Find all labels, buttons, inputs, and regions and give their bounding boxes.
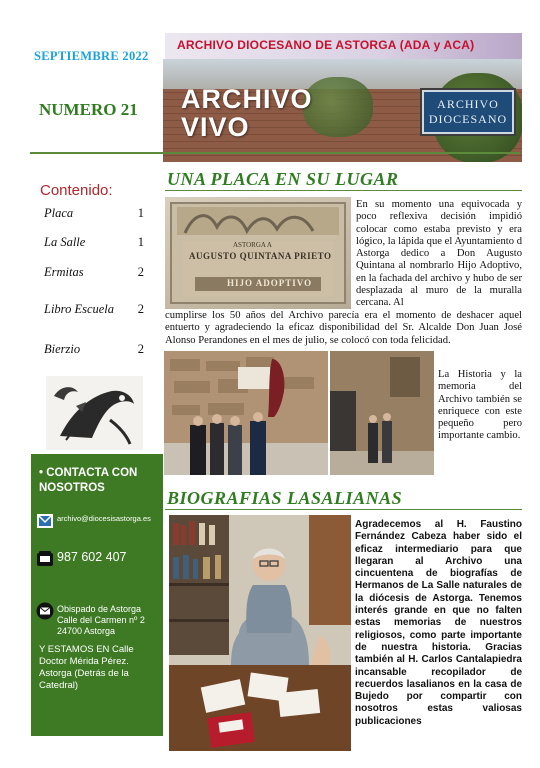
- org-title: ARCHIVO DIOCESANO DE ASTORGA (ADA y ACA): [177, 38, 475, 52]
- article1-paragraph-2: cumplirse los 50 años del Archivo parecía era el momento de deshacer aquel entuerto y agradeciendo la eficaz disponibilidad del Sr. Alcalde Don Juan José Alonso Perandones en el mes de julio, se colocó con toda felicidad.: [165, 310, 522, 346]
- toc-item[interactable]: [44, 342, 144, 360]
- toc-item[interactable]: [44, 235, 144, 253]
- article2-body: Agradecemos al H. Faustino Fernández Cabeza haber sido el eficaz intermediario para que llegaran al Archivo una cincuentena de biografías de Hermanos de La Salle naturales de la diócesis de Astorga. Tenemos interés grande en que no falten estas memorias de nuestros religiosos, como parte importante de nuestra historia. Gracias también al H. Carlos Cantalapiedra incansable recopilador de recuerdos lasalianos en la casa de Bujedo por compartir con nosotros estas valiosas publicaciones: [355, 519, 522, 727]
- biographies-photo: [169, 515, 351, 751]
- toc-item-page: 2: [137, 342, 144, 356]
- contact-phone[interactable]: 987 602 407: [57, 550, 127, 564]
- archive-sign: [422, 90, 514, 134]
- masthead-line-1: ARCHIVO: [181, 84, 313, 114]
- toc-item[interactable]: [44, 206, 144, 224]
- toc-item-page: 1: [137, 206, 144, 220]
- engraving-icon: [46, 376, 143, 450]
- org-title-band: [165, 33, 522, 59]
- email-icon: [36, 512, 54, 530]
- toc-item[interactable]: [44, 302, 144, 320]
- toc-item-page: 2: [137, 302, 144, 316]
- header-divider: [30, 152, 520, 154]
- toc-item-page: 1: [137, 235, 144, 249]
- article2-rule: [165, 509, 522, 510]
- masthead-line-2: VIVO: [181, 112, 250, 142]
- street-image: [330, 351, 434, 475]
- masthead-title: [181, 85, 313, 141]
- toc-item-label: Bierzio: [44, 342, 81, 356]
- toc-item-label: Placa: [44, 206, 74, 220]
- envelope-icon: [36, 602, 54, 620]
- street-photo: [330, 351, 434, 475]
- masthead-photo: [163, 59, 522, 162]
- contact-location: Y ESTAMOS EN Calle Doctor Mérida Pérez. Astorga (Detrás de la Catedral): [39, 644, 134, 691]
- decorative-engraving: [46, 376, 143, 450]
- article1-heading: UNA PLACA EN SU LUGAR: [167, 169, 399, 189]
- biographies-image: [169, 515, 351, 751]
- contact-email[interactable]: archivo@diocesisastorga.es: [57, 514, 151, 523]
- issue-number: NUMERO 21: [39, 100, 138, 119]
- sign-line-1: ARCHIVO: [437, 97, 499, 111]
- plaque-text-3: HIJO ADOPTIVO: [227, 278, 313, 288]
- contact-box: [31, 454, 163, 736]
- plaque-text-2: AUGUSTO QUINTANA PRIETO: [189, 251, 332, 261]
- toc-item-label: Libro Escuela: [44, 302, 115, 316]
- article1-rule: [165, 190, 522, 191]
- sign-line-2: DIOCESANO: [428, 112, 508, 126]
- contact-title: • CONTACTA CON NOSOTROS: [39, 467, 138, 494]
- toc-item-page: 2: [137, 265, 144, 279]
- article2-heading: BIOGRAFIAS LASALIANAS: [167, 488, 403, 508]
- wall-image: [164, 351, 328, 475]
- toc-item-label: Ermitas: [44, 265, 84, 279]
- contents-title: Contenido:: [40, 182, 113, 199]
- article1-paragraph-3: La Historia y la memoria del Archivo también se enriquece con este pequeño pero importante cambio.: [438, 369, 522, 442]
- plaque-photo: [165, 197, 351, 309]
- toc-item[interactable]: [44, 265, 144, 283]
- article1-paragraph-1: En su momento una equivocada y poco reflexiva decisión impidió colocar como estaba previsto y era lógico, la lápida que el Ayuntamiento d Astorga dedico a Don Augusto Quintana al nombrarlo Hijo Adoptivo, en la fachada del archivo y hubo de ser desplazada al muro de la muralla cercana. Al: [356, 199, 522, 309]
- plaque-text-1: ASTORGA A: [233, 241, 272, 249]
- wall-photo: [164, 351, 328, 475]
- phone-icon: [36, 550, 54, 568]
- issue-date: SEPTIEMBRE 2022: [34, 49, 149, 63]
- toc-item-label: La Salle: [44, 235, 86, 249]
- contact-address: Obispado de Astorga Calle del Carmen nº 2 24700 Astorga: [57, 604, 145, 636]
